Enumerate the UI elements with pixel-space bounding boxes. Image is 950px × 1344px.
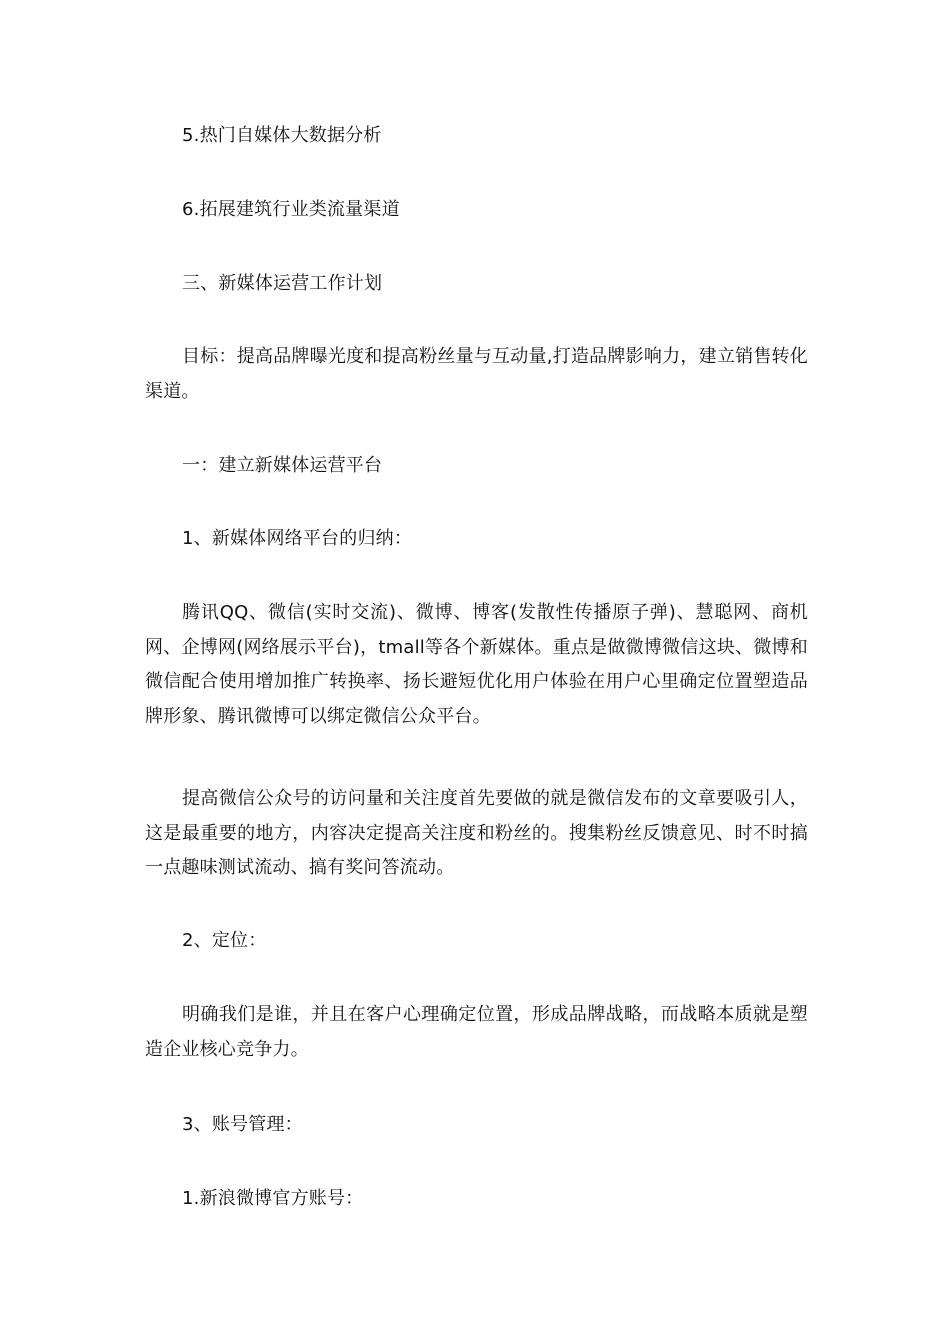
goal-paragraph: 目标：提高品牌曝光度和提高粉丝量与互动量,打造品牌影响力，建立销售转化渠道。 [145,346,808,402]
section-heading-work-plan: 三、新媒体运营工作计划 [182,273,383,294]
subheading-platform-summary: 1、新媒体网络平台的归纳： [182,528,413,549]
subheading-positioning: 2、定位： [182,930,267,951]
list-item-traffic-channels: 6.拓展建筑行业类流量渠道 [182,199,400,220]
positioning-paragraph: 明确我们是谁，并且在客户心理确定位置，形成品牌战略，而战略本质就是塑造企业核心竞争力。 [145,1004,808,1060]
wechat-paragraph: 提高微信公众号的访问量和关注度首先要做的就是微信发布的文章要吸引人，这是最重要的地方，内容决定提高关注度和粉丝的。搜集粉丝反馈意见、时不时搞一点趣味测试流动、搞有奖问答流动。 [145,788,808,878]
subheading-account-management: 3、账号管理： [182,1114,303,1135]
list-item-weibo-account: 1.新浪微博官方账号： [182,1188,364,1209]
subheading-platform: 一：建立新媒体运营平台 [182,455,383,476]
platforms-paragraph: 腾讯QQ、微信(实时交流)、微博、博客(发散性传播原子弹)、慧聪网、商机网、企博网(网络展示平台)，tmall等各个新媒体。重点是做微博微信这块、微博和微信配合使用增加推广转换率、扬长避短优化用户体验在用户心里确定位置塑造品牌形象、腾讯微博可以绑定微信公众平台。 [145,602,808,727]
list-item-big-data-analysis: 5.热门自媒体大数据分析 [182,125,382,146]
